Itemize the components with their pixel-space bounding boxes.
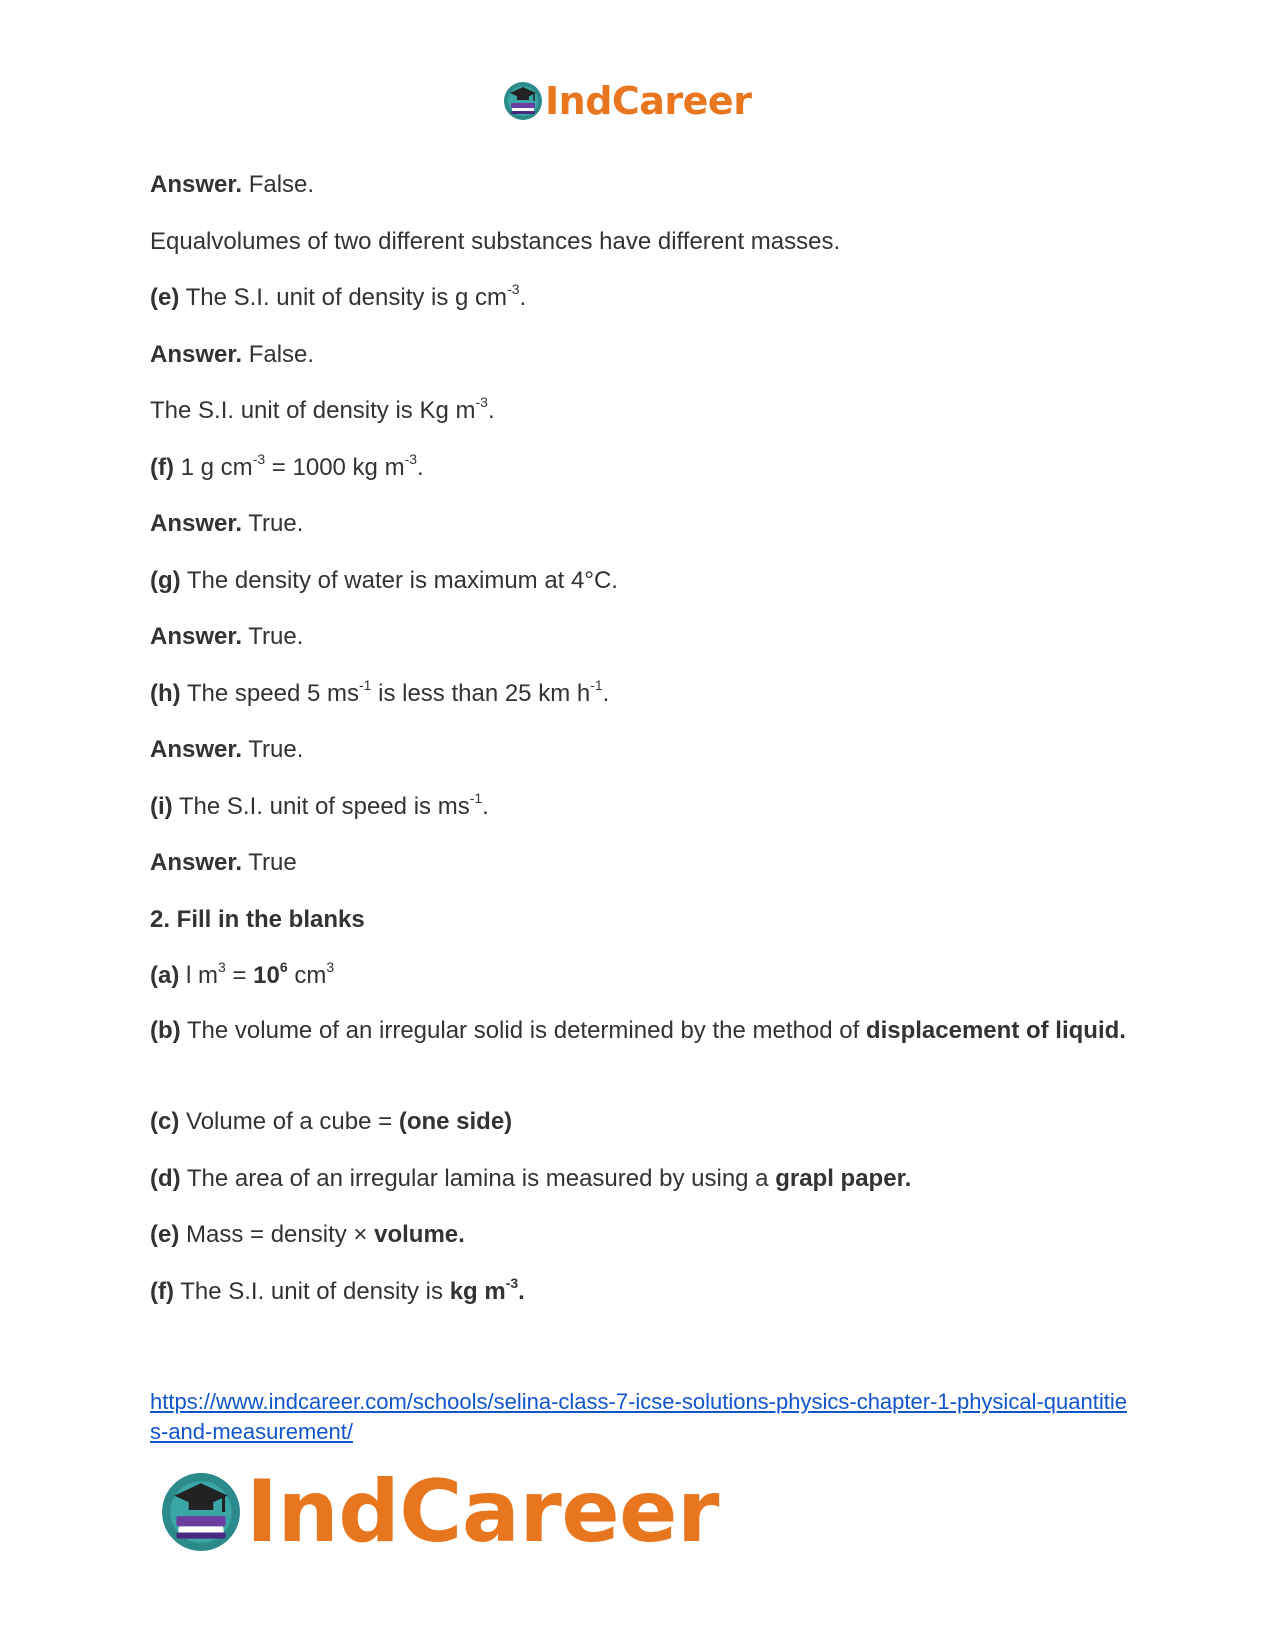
question-text: The S.I. unit of density is g cm [179, 284, 508, 311]
blank-label: (c) [150, 1108, 180, 1135]
explanation-text: Equalvolumes of two different substances have different masses. [150, 228, 841, 255]
logo-text: IndCareer [545, 79, 752, 123]
logo-text: IndCareer [246, 1462, 719, 1562]
superscript: -3 [252, 451, 266, 467]
blank-text: cm [287, 962, 327, 989]
blank-answer: grapl paper. [775, 1165, 912, 1192]
answer-line [150, 340, 314, 370]
question-line [150, 453, 424, 483]
answer-text: True. [242, 623, 304, 650]
question-line [150, 283, 526, 313]
blank-answer: 10 [253, 962, 280, 989]
question-line [150, 792, 489, 822]
blank-text: Mass = density × [179, 1221, 375, 1248]
answer-text: True. [242, 510, 304, 537]
blank-label: (b) [150, 1017, 181, 1044]
blank-text: The area of an irregular lamina is measured by using a [180, 1165, 776, 1192]
answer-text: False. [242, 171, 315, 198]
superscript: 3 [326, 959, 335, 975]
answer-line [150, 848, 297, 878]
question-label: (g) [150, 567, 181, 594]
blank-answer: kg m [449, 1278, 506, 1305]
superscript: -1 [358, 677, 372, 693]
blank-line [150, 961, 334, 991]
answer-label: Answer. [150, 171, 243, 198]
superscript: -3 [505, 1275, 519, 1291]
explanation-line [150, 396, 495, 426]
blank-line [150, 1277, 525, 1307]
superscript: -1 [590, 677, 603, 693]
blank-text: = [225, 962, 254, 989]
blank-text: The volume of an irregular solid is determined by the method of [180, 1017, 866, 1044]
answer-text: False. [242, 341, 315, 368]
superscript: -3 [475, 394, 488, 410]
blank-answer: displacement of liquid. [865, 1017, 1126, 1044]
blank-line [150, 1164, 911, 1194]
explanation-text-end: . [487, 397, 495, 424]
blank-line [150, 1220, 465, 1250]
answer-text: True. [242, 736, 304, 763]
question-text: is less than 25 km h [371, 680, 591, 707]
superscript: -3 [404, 451, 418, 467]
question-text: The S.I. unit of speed is ms [172, 793, 470, 820]
section-heading-text: 2. Fill in the blanks [150, 906, 365, 933]
question-text: The density of water is maximum at 4°C. [180, 567, 618, 594]
section-heading [150, 905, 365, 935]
answer-label: Answer. [150, 736, 243, 763]
answer-line [150, 170, 314, 200]
source-link[interactable]: https://www.indcareer.com/schools/selina-class-7-icse-solutions-physics-chapter-1-physical-quantities-and-measurement/ [150, 1389, 1127, 1444]
blank-line [150, 1014, 1130, 1048]
question-label: (e) [150, 284, 180, 311]
question-label: (f) [150, 454, 174, 481]
superscript: 3 [218, 959, 226, 975]
graduation-cap-book-icon [503, 81, 543, 121]
answer-text: True [242, 849, 297, 876]
answer-label: Answer. [150, 849, 243, 876]
question-text-end: . [417, 454, 424, 481]
blank-line [150, 1107, 512, 1137]
question-text-end: . [602, 680, 610, 707]
answer-line [150, 509, 303, 539]
blank-label: (a) [150, 962, 180, 989]
answer-label: Answer. [150, 623, 243, 650]
explanation-text: The S.I. unit of density is Kg m [150, 397, 476, 424]
superscript: -3 [507, 281, 520, 297]
question-text: = 1000 kg m [265, 454, 405, 481]
blank-label: (e) [150, 1221, 180, 1248]
blank-answer-end: . [518, 1278, 525, 1305]
blank-label: (f) [150, 1278, 174, 1305]
answer-line [150, 622, 303, 652]
blank-text: Volume of a cube = [179, 1108, 399, 1135]
question-text-end: . [519, 284, 527, 311]
blank-text: l m [179, 962, 219, 989]
question-text: The speed 5 ms [180, 680, 359, 707]
question-line [150, 679, 609, 709]
answer-line [150, 735, 303, 765]
question-line [150, 566, 618, 596]
superscript: 6 [279, 959, 288, 975]
graduation-cap-book-icon [160, 1471, 242, 1553]
blank-label: (d) [150, 1165, 181, 1192]
footer-logo [160, 1462, 719, 1562]
blank-answer: (one side) [398, 1108, 513, 1135]
question-label: (h) [150, 680, 181, 707]
superscript: -1 [469, 790, 483, 806]
header-logo [503, 79, 751, 123]
question-label: (i) [150, 793, 173, 820]
explanation-line [150, 227, 840, 257]
question-text-end: . [482, 793, 489, 820]
answer-label: Answer. [150, 341, 243, 368]
blank-text: The S.I. unit of density is [173, 1278, 450, 1305]
answer-label: Answer. [150, 510, 243, 537]
blank-answer: volume. [374, 1221, 465, 1248]
question-text: 1 g cm [173, 454, 253, 481]
